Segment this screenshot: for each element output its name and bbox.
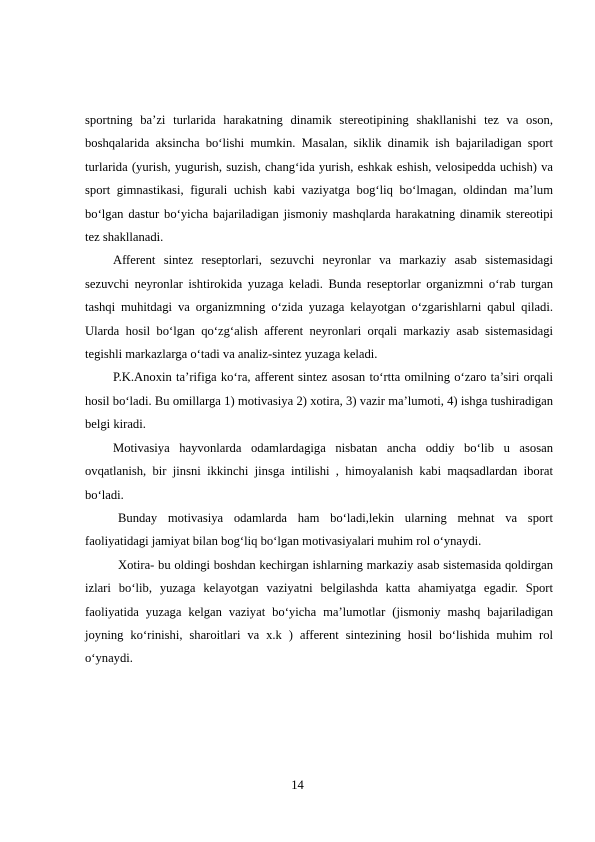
paragraph-xotira: Xotira- bu oldingi boshdan kechirgan ishlarning markaziy asab sistemasida qoldirgan izlari bo‘lib, yuzaga kelayotgan vaziyatni belgilashda katta ahamiyatga egadir. Sport faoliyatida yuzaga kelgan vaziyat bo‘yicha ma’lumotlar (jismoniy mashq bajariladigan joyning ko‘rinishi, sharoitlari va x.k ) afferent sintezining hosil bo‘lishida muhim rol o‘ynaydi. (85, 557, 553, 666)
paragraph-continuation: sportning ba’zi turlarida harakatning dinamik stereotipining shakllanishi tez va oson, boshqalarida aksincha bo‘lishi mumkin. Masalan, siklik dinamik ish bajariladigan sport turlarida (yurish, yugurish, suzish, chang‘ida yurish, eshkak eshish, velosipedda uchish) va sport gimnastikasi, figurali uchish kabi vaziyatga bog‘liq bo‘lmagan, oldindan ma’lum bo‘lgan dastur bo‘yicha bajariladigan jismoniy mashqlarda harakatning dinamik stereotipi tez shakllanadi. (85, 113, 553, 245)
page-number: 14 (291, 778, 304, 792)
paragraph-anoxin-definition: P.K.Anoxin ta’rifiga ko‘ra, afferent sintez asosan to‘rtta omilning o‘zaro ta’siri orqali hosil bo‘ladi. Bu omillarga 1) motivasiya 2) xotira, 3) vazir ma’lumoti, 4) ishga tushiradigan belgi kiradi. (85, 370, 553, 432)
page-body (85, 109, 553, 671)
paragraph-afferent-sintez: Afferent sintez reseptorlari, sezuvchi neyronlar va markaziy asab sistemasidagi sezuvchi neyronlar ishtirokida yuzaga keladi. Bunda reseptorlar organizmni o‘rab turgan tashqi muhitdagi va organizmning o‘zida yuzaga kelayotgan o‘zgarishlarni qabul qiladi. Ularda hosil bo‘lgan qo‘zg‘alish afferent neyronlari orqali markaziy asab sistemasidagi tegishli markazlarga o‘tadi va analiz-sintez yuzaga keladi. (85, 253, 553, 362)
paragraph-motivasiya-odamlarda: Bunday motivasiya odamlarda ham bo‘ladi,lekin ularning mehnat va sport faoliyatidagi jamiyat bilan bog‘liq bo‘lgan motivasiyalari muhim rol o‘ynaydi. (85, 510, 553, 549)
paragraph-motivasiya: Motivasiya hayvonlarda odamlardagiga nisbatan ancha oddiy bo‘lib u asosan ovqatlanish, bir jinsni ikkinchi jinsga intilishi , himoyalanish kabi maqsadlardan iborat bo‘ladi. (85, 440, 553, 502)
